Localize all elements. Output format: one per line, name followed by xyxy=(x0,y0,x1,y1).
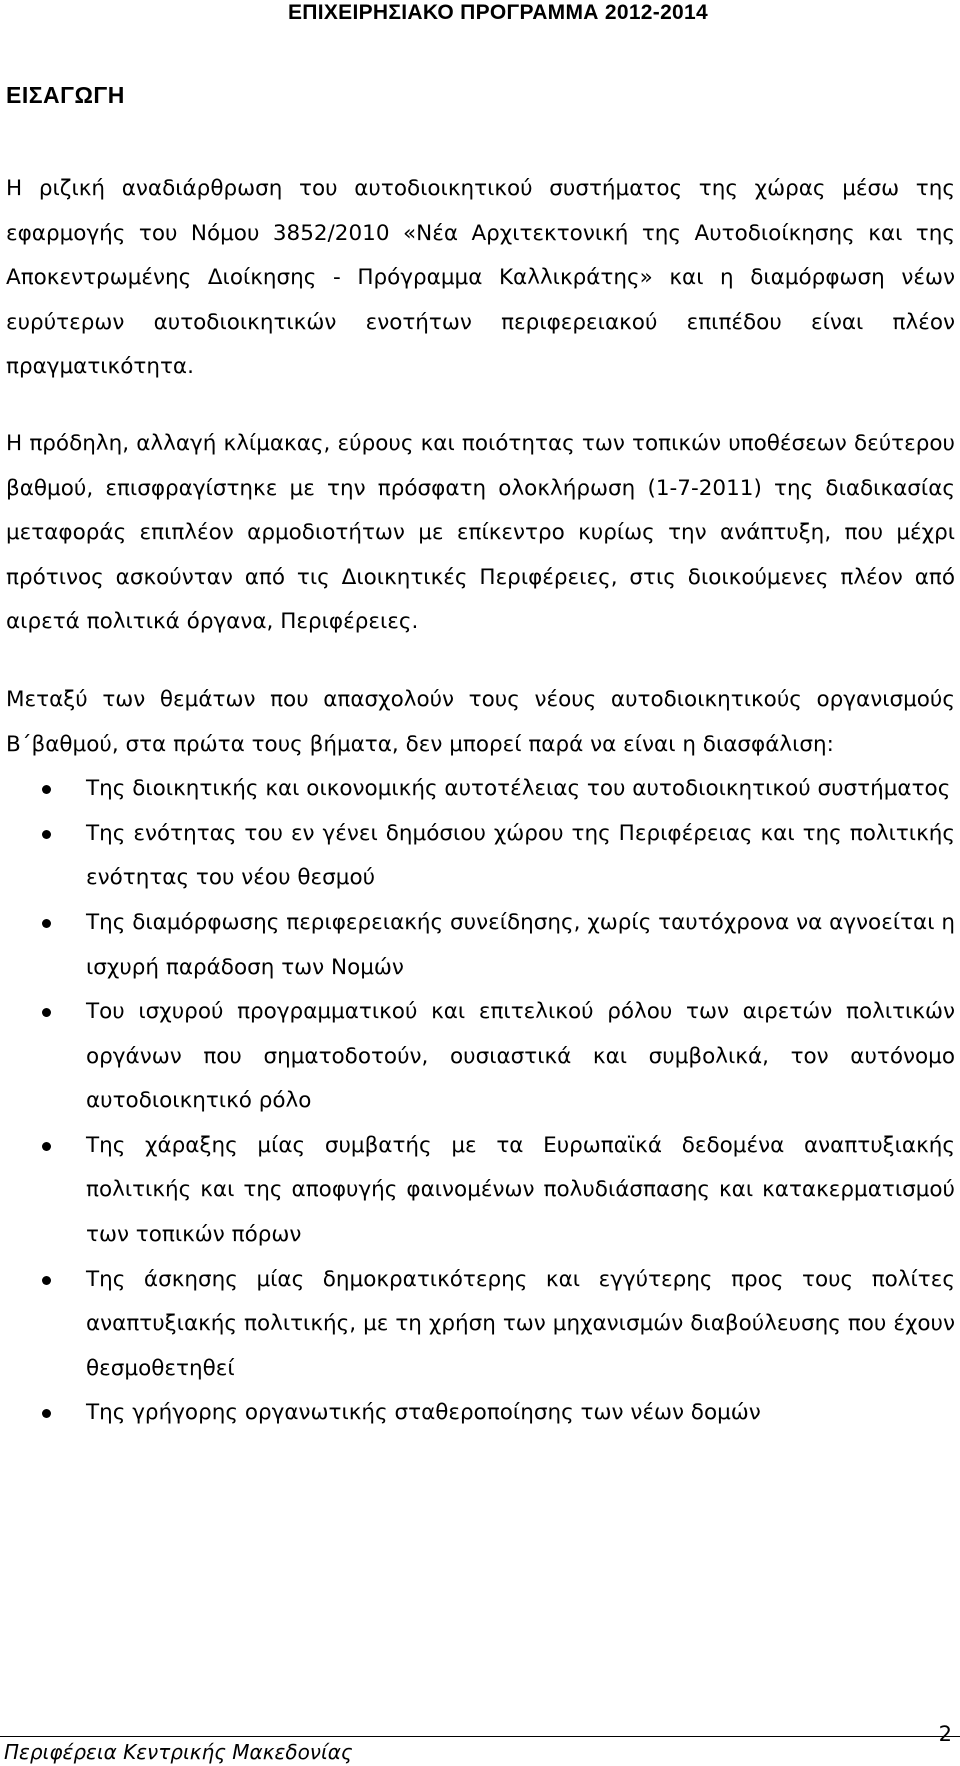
section-heading: ΕΙΣΑΓΩΓΗ xyxy=(6,82,125,108)
list-item xyxy=(6,901,955,990)
bullet-icon xyxy=(42,1409,51,1418)
list-item xyxy=(6,767,955,812)
list-item-text: Της διαμόρφωσης περιφερειακής συνείδησης, χωρίς ταυτόχρονα να αγνοείται η ισχυρή παράδοση των Νομών xyxy=(86,909,955,980)
document-body xyxy=(6,167,955,1436)
bullet-list xyxy=(6,767,955,1436)
list-item-text: Της χάραξης μίας συμβατής με τα Ευρωπαϊκά δεδομένα αναπτυξιακής πολιτικής και της αποφυγής φαινομένων πολυδιάσπασης και κατακερματισμού των τοπικών πόρων xyxy=(86,1132,955,1248)
list-item-text: Της διοικητικής και οικονομικής αυτοτέλειας του αυτοδιοικητικού συστήματος xyxy=(86,776,951,802)
bullet-icon xyxy=(42,830,51,839)
list-item xyxy=(6,812,955,901)
bullet-icon xyxy=(42,1276,51,1285)
list-item xyxy=(6,990,955,1124)
list-item-text: Της γρήγορης οργανωτικής σταθεροποίησης των νέων δομών xyxy=(86,1400,761,1426)
paragraph-issues: Μεταξύ των θεμάτων που απασχολούν τους νέους αυτοδιοικητικούς οργανισμούς Β΄βαθμού, στα πρώτα τους βήματα, δεν μπορεί παρά να είναι η διασφάλιση: xyxy=(6,686,955,757)
list-item-text: Της ενότητας του εν γένει δημόσιου χώρου της Περιφέρειας και της πολιτικής ενότητας του νέου θεσμού xyxy=(86,820,955,891)
paragraph-intro: Η ριζική αναδιάρθρωση του αυτοδιοικητικού συστήματος της χώρας μέσω της εφαρμογής του Νόμου 3852/2010 «Νέα Αρχιτεκτονική της Αυτοδιοίκησης και της Αποκεντρωμένης Διοίκησης - Πρόγραμμα Καλλικράτης» και η διαμόρφωση νέων ευρύτερων αυτοδιοικητικών ενοτήτων περιφερειακού επιπέδου είναι πλέον πραγματικότητα. xyxy=(6,176,955,380)
bullet-icon xyxy=(42,919,51,928)
list-item-text: Της άσκησης μίας δημοκρατικότερης και εγγύτερης προς τους πολίτες αναπτυξιακής πολιτικής, με τη χρήση των μηχανισμών διαβούλευσης που έχουν θεσμοθετηθεί xyxy=(86,1266,955,1381)
list-item xyxy=(6,1391,955,1436)
bullet-icon xyxy=(42,1008,51,1017)
list-item xyxy=(6,1124,955,1258)
paragraph-scale-change: Η πρόδηλη, αλλαγή κλίμακας, εύρους και ποιότητας των τοπικών υποθέσεων δεύτερου βαθμού, επισφραγίστηκε με την πρόσφατη ολοκλήρωση (1-7-2011) της διαδικασίας μεταφοράς επιπλέον αρμοδιοτήτων με επίκεντρο κυρίως την ανάπτυξη, που μέχρι πρότινος ασκούνταν από τις Διοικητικές Περιφέρειες, στις διοικούμενες πλέον από αιρετά πολιτικά όργανα, Περιφέρειες. xyxy=(6,430,955,635)
running-header: ΕΠΙΧΕΙΡΗΣΙΑΚΟ ΠΡΟΓΡΑΜΜΑ 2012-2014 xyxy=(287,1,708,24)
list-item xyxy=(6,1258,955,1392)
bullet-icon xyxy=(42,785,51,794)
page-number: 2 xyxy=(938,1722,952,1746)
footer-organization: Περιφέρεια Κεντρικής Μακεδονίας xyxy=(4,1740,353,1764)
bullet-icon xyxy=(42,1142,51,1151)
footer-divider xyxy=(0,1736,960,1737)
list-item-text: Του ισχυρού προγραμματικού και επιτελικού ρόλου των αιρετών πολιτικών οργάνων που σηματοδοτούν, ουσιαστικά και συμβολικά, τον αυτόνομο αυτοδιοικητικό ρόλο xyxy=(86,999,955,1114)
